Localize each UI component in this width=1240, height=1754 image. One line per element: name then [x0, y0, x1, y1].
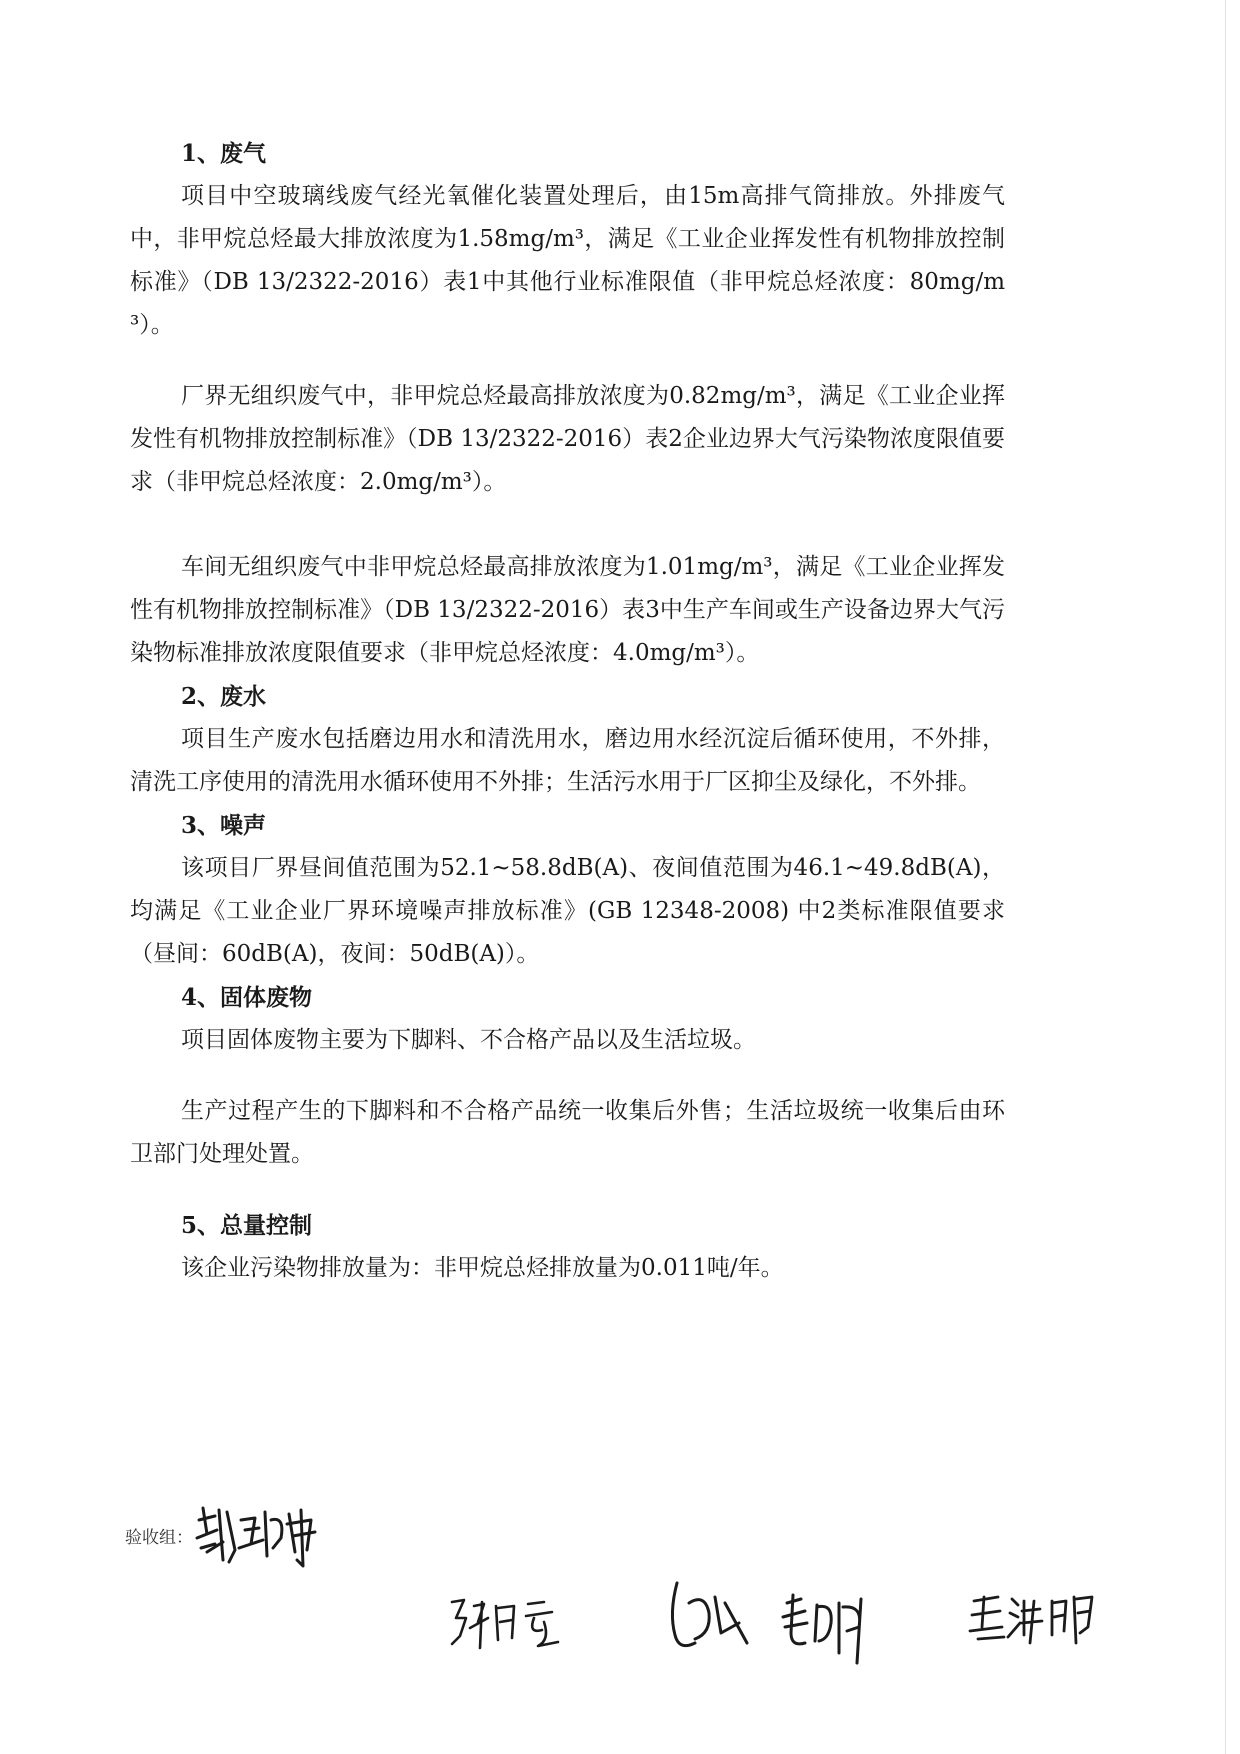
scan-edge-line: [1225, 0, 1226, 1754]
wastewater-paragraph: 项目生产废水包括磨边用水和清洗用水，磨边用水经沉淀后循环使用，不外排，清洗工序使用的清洗用水循环使用不外排；生活污水用于厂区抑尘及绿化，不外排。: [130, 726, 1005, 795]
acceptance-team-label: 验收组：: [125, 1528, 193, 1548]
exhaust-gas-paragraph-3: 车间无组织废气中非甲烷总烃最高排放浓度为1.01mg/m³，满足《工业企业挥发性有机物排放控制标准》（DB 13/2322-2016）表3中生产车间或生产设备边界大气污染物标准排放浓度限值要求（非甲烷总烃浓度：4.0mg/m³）。: [130, 554, 1005, 666]
solid-waste-paragraph-1: 项目固体废物主要为下脚料、不合格产品以及生活垃圾。: [181, 1027, 756, 1053]
section-heading-exhaust-gas: 1、废气: [181, 140, 267, 167]
total-control-paragraph: 该企业污染物排放量为：非甲烷总烃排放量为0.011吨/年。: [181, 1255, 784, 1281]
signature-3: [665, 1573, 755, 1663]
noise-paragraph: 该项目厂界昼间值范围为52.1~58.8dB(A)、夜间值范围为46.1~49.8dB(A)，均满足《工业企业厂界环境噪声排放标准》(GB 12348-2008) 中2类标准限值要求（昼间：60dB(A)，夜间：50dB(A)）。: [130, 855, 1005, 967]
section-heading-noise: 3、噪声: [181, 812, 267, 839]
signature-4: [777, 1583, 887, 1673]
document-body: [130, 132, 1005, 1290]
exhaust-gas-paragraph-2: 厂界无组织废气中，非甲烷总烃最高排放浓度为0.82mg/m³，满足《工业企业挥发性有机物排放控制标准》（DB 13/2322-2016）表2企业边界大气污染物浓度限值要求（非甲烷总烃浓度：2.0mg/m³）。: [130, 383, 1005, 495]
exhaust-gas-paragraph-1: 项目中空玻璃线废气经光氧催化装置处理后，由15m高排气筒排放。外排废气中，非甲烷总烃最大排放浓度为1.58mg/m³，满足《工业企业挥发性有机物排放控制标准》（DB 13/2322-2016）表1中其他行业标准限值（非甲烷总烃浓度：80mg/m³）。: [130, 183, 1005, 338]
signature-1: [193, 1490, 333, 1570]
solid-waste-paragraph-2: 生产过程产生的下脚料和不合格产品统一收集后外售；生活垃圾统一收集后由环卫部门处理处置。: [130, 1098, 1005, 1167]
section-heading-wastewater: 2、废水: [181, 683, 267, 710]
section-heading-solid-waste: 4、固体废物: [181, 984, 313, 1011]
signature-2: [448, 1588, 588, 1658]
signature-5: [968, 1587, 1098, 1657]
section-heading-total-control: 5、总量控制: [181, 1212, 313, 1239]
